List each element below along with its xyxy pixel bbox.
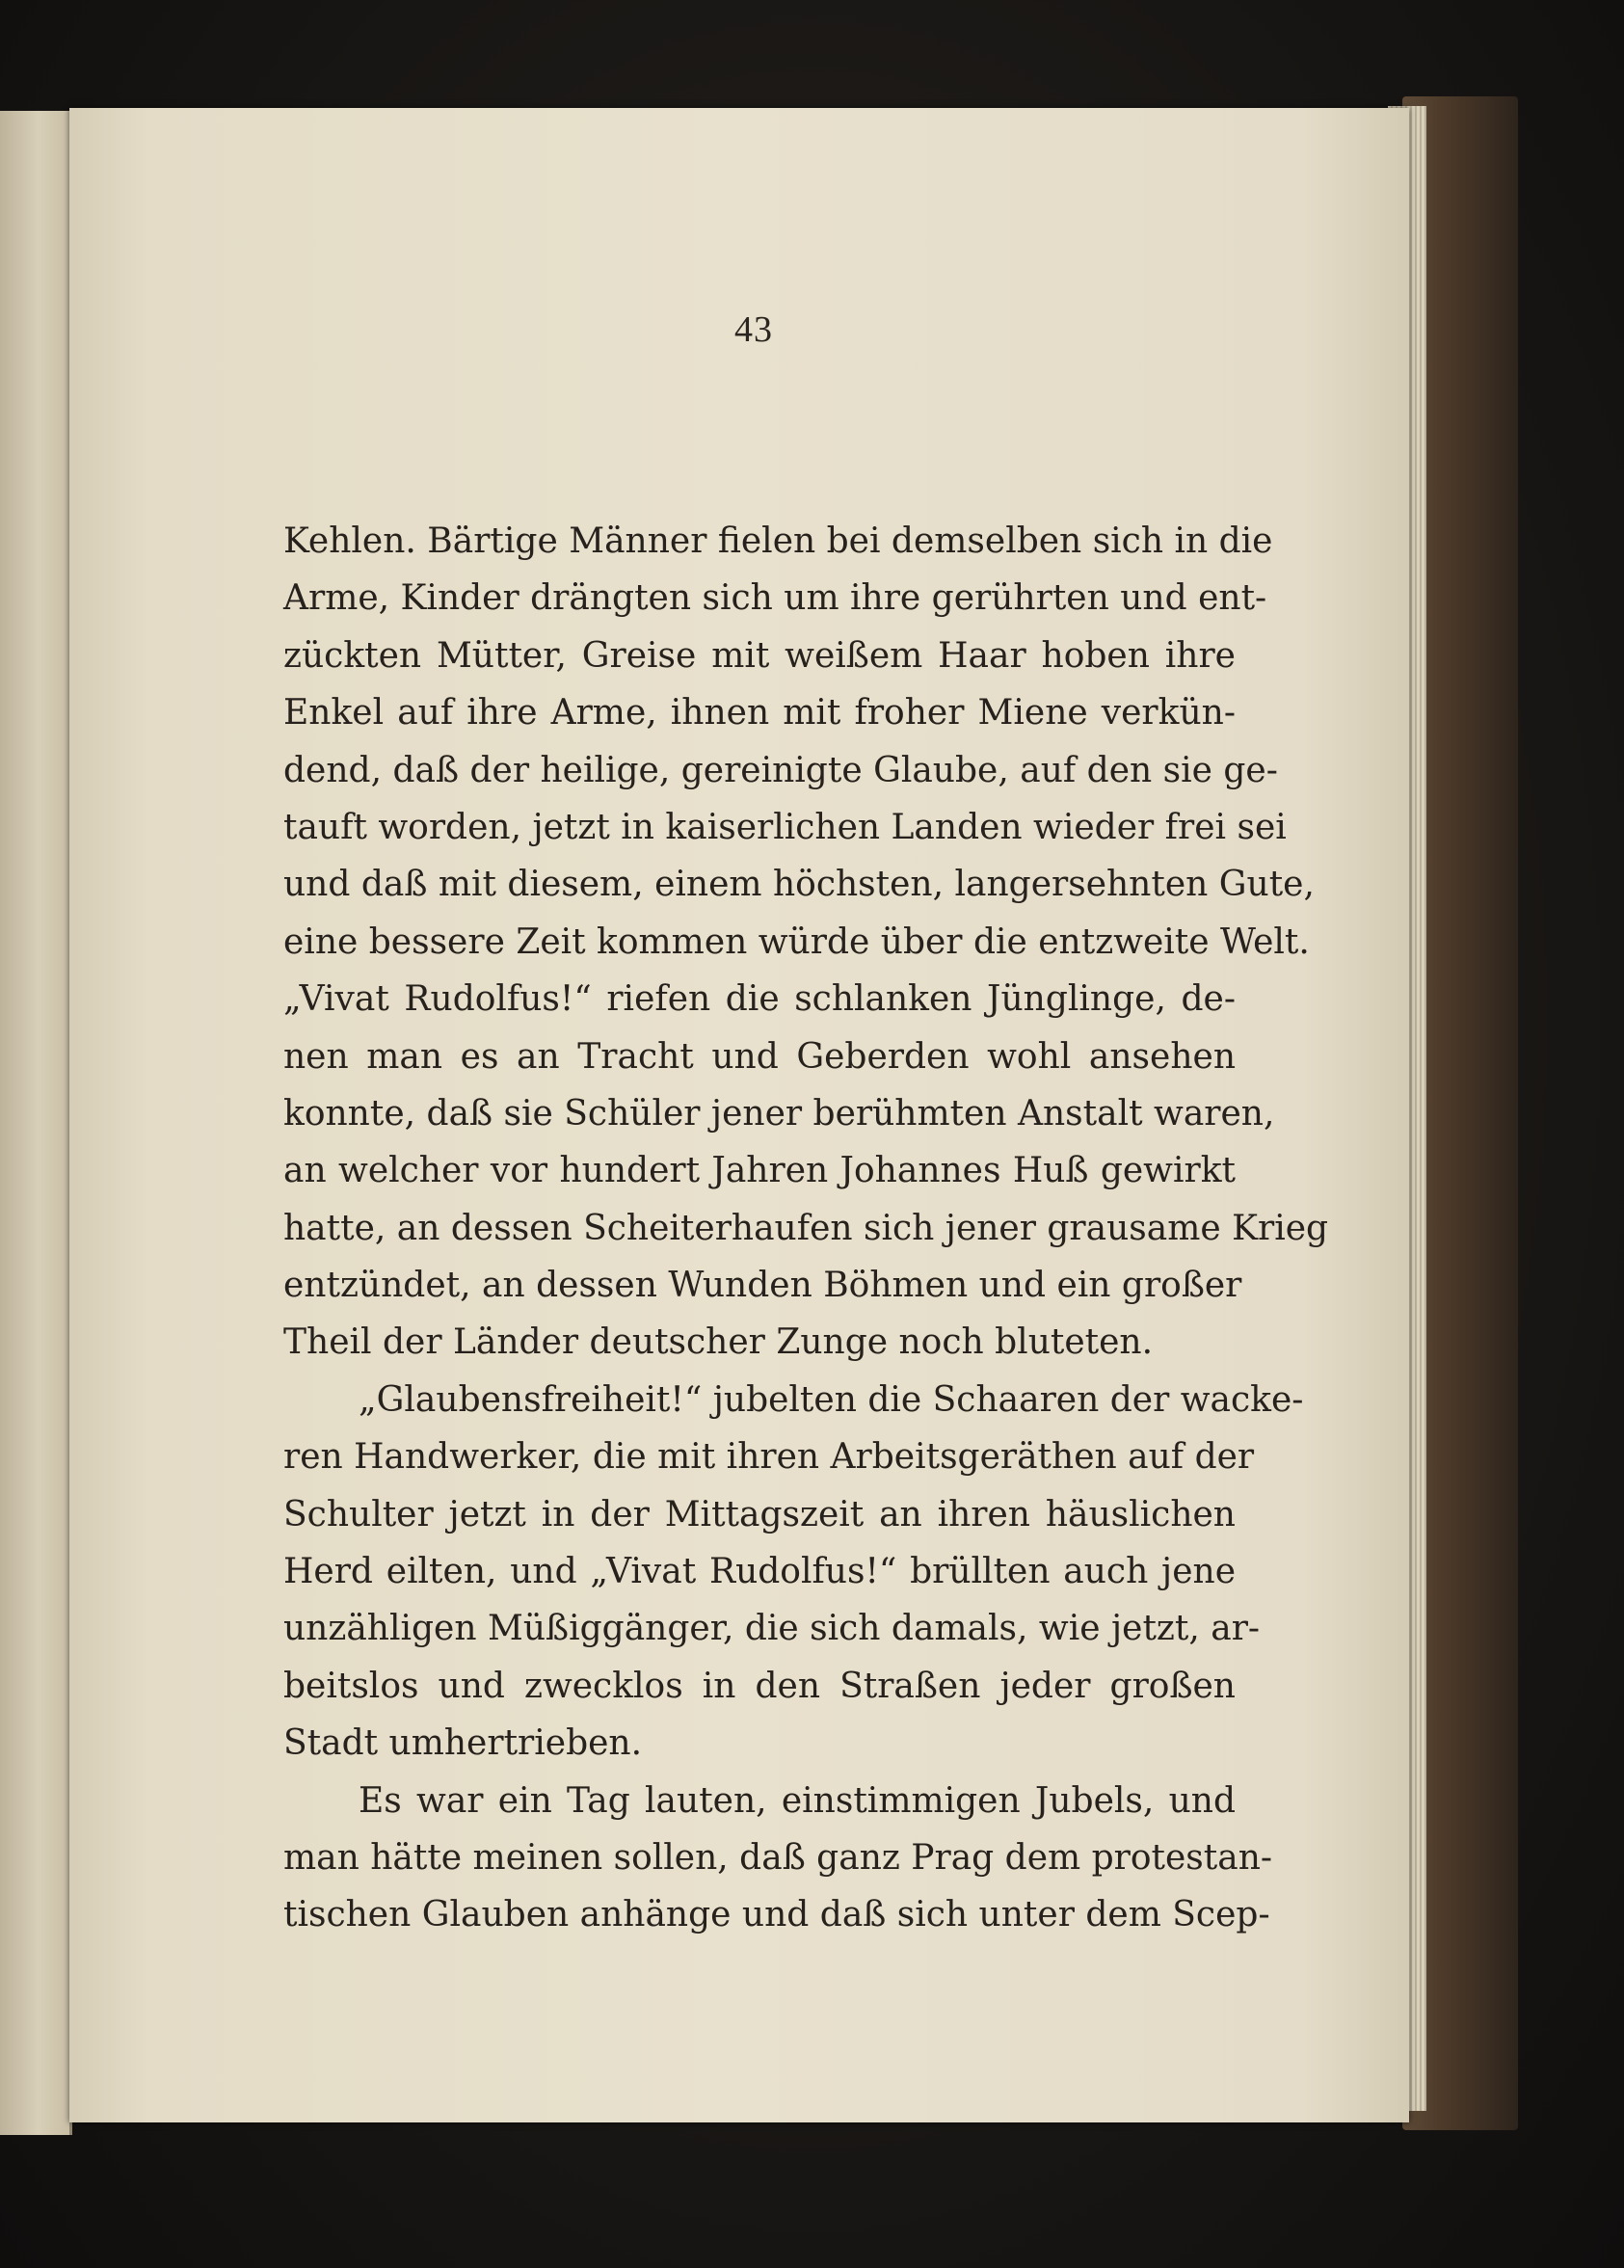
text-line: Arme, Kinder drängten sich um ihre gerührten und ent- (283, 578, 1267, 619)
text-line: unzähligen Müßiggänger, die sich damals, wie jetzt, ar- (283, 1609, 1261, 1649)
text-line: Kehlen. Bärtige Männer fielen bei demselben sich in die (283, 521, 1273, 561)
text-line: an welcher vor hundert Jahren Johannes Huß gewirkt (283, 1151, 1236, 1191)
previous-page-edge (0, 111, 72, 2135)
text-line: entzündet, an dessen Wunden Böhmen und ein großer (283, 1266, 1242, 1306)
body-text (283, 513, 1329, 1944)
text-line: dend, daß der heilige, gereinigte Glaube, auf den sie ge- (283, 750, 1278, 790)
text-line: tischen Glauben anhänge und daß sich unter dem Scep- (283, 1895, 1270, 1935)
text-line: konnte, daß sie Schüler jener berühmten Anstalt waren, (283, 1093, 1275, 1134)
text-line: „Glaubensfreiheit!“ jubelten die Schaaren der wacke- (359, 1379, 1304, 1420)
text-line: Stadt umhertrieben. (283, 1723, 643, 1764)
text-line: Theil der Länder deutscher Zunge noch bluteten. (283, 1322, 1154, 1363)
text-line: nen man es an Tracht und Geberden wohl ansehen (283, 1036, 1236, 1077)
book-page (69, 108, 1409, 2122)
text-line: beitslos und zwecklos in den Straßen jeder großen (283, 1666, 1236, 1706)
text-line: Enkel auf ihre Arme, ihnen mit froher Miene verkün- (283, 693, 1236, 734)
text-line: zückten Mütter, Greise mit weißem Haar hoben ihre (283, 635, 1236, 676)
text-line: hatte, an dessen Scheiterhaufen sich jener grausame Krieg (283, 1208, 1329, 1248)
text-line: tauft worden, jetzt in kaiserlichen Landen wieder frei sei (283, 807, 1287, 847)
text-line: man hätte meinen sollen, daß ganz Prag dem protestan- (283, 1837, 1273, 1878)
text-line: Es war ein Tag lauten, einstimmigen Jubels, und (359, 1780, 1236, 1821)
text-line: Schulter jetzt in der Mittagszeit an ihren häuslichen (283, 1494, 1236, 1534)
text-line: Herd eilten, und „Vivat Rudolfus!“ brüllten auch jene (283, 1552, 1236, 1592)
text-line: „Vivat Rudolfus!“ riefen die schlanken Jünglinge, de- (283, 979, 1236, 1020)
text-line: eine bessere Zeit kommen würde über die entzweite Welt. (283, 921, 1310, 962)
page-number: 43 (734, 309, 773, 350)
text-line: und daß mit diesem, einem höchsten, langersehnten Gute, (283, 865, 1315, 905)
text-line: ren Handwerker, die mit ihren Arbeitsgeräthen auf der (283, 1437, 1255, 1478)
